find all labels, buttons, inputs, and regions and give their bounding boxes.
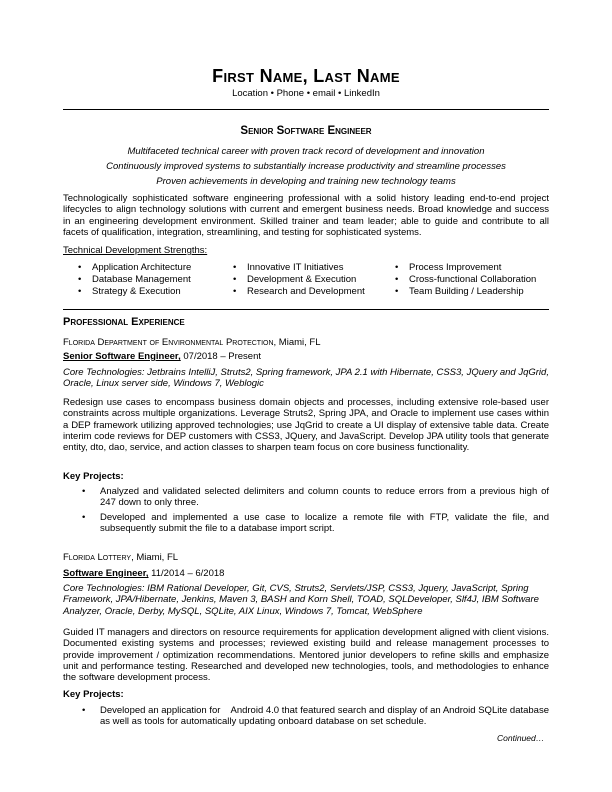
job-2-role: Software Engineer,: [63, 568, 149, 579]
strengths-heading: Technical Development Strengths:: [63, 245, 208, 256]
bullet-icon: •: [82, 486, 86, 497]
summary-title: Senior Software Engineer: [240, 125, 372, 137]
strength-item: • Team Building / Leadership: [395, 286, 536, 298]
job-1-key-projects-label: Key Projects:: [63, 471, 124, 482]
job-1-project-2: Developed and implemented a use case to localize a remote file with FTP, validate the file, and subsequently submit the file to a database import script.: [100, 512, 549, 535]
strength-item: • Application Architecture: [78, 262, 191, 274]
job-2-technologies: Core Technologies: IBM Rational Developer, Git, CVS, Struts2, Servlets/JSP, CSS3, Jquery, JavaScript, Spring Framework, JPA/Hibernate, Jenkins, Maven 3, BASH and Korn Shell, TOAD, SQLDeveloper, Slf4J, IBM Software Analyzer, Oracle, Derby, MySQL, SQLite, AIX Linux, Windows 7, Tomcat, WebSphere: [63, 583, 539, 617]
job-1-role-line: [63, 351, 261, 362]
tagline-3: Proven achievements in developing and training new technology teams: [156, 176, 456, 187]
bullet-icon: •: [82, 512, 86, 523]
job-2-role-line: [63, 568, 224, 579]
experience-heading: Professional Experience: [63, 316, 185, 328]
contact-line: Location • Phone • email • LinkedIn: [232, 88, 380, 99]
strength-item: • Database Management: [78, 274, 191, 286]
strength-item: • Innovative IT Initiatives: [233, 262, 365, 274]
strengths-column-1: [78, 262, 191, 297]
header-divider: [63, 109, 549, 110]
job-1-project-1: Analyzed and validated selected delimiters and column counts to reduce errors from a previous high of 247 down to only three.: [100, 486, 549, 509]
job-1-technologies: Core Technologies: Jetbrains IntelliJ, Struts2, Spring framework, JPA 2.1 with Hibernate, CSS3, JQuery and JqGrid, Oracle, Linux server side, Windows 7, Weblogic: [63, 367, 549, 390]
tagline-1: Multifaceted technical career with proven track record of development and innovation: [127, 146, 485, 157]
job-1-role: Senior Software Engineer,: [63, 351, 181, 362]
job-1-location: , Miami, FL: [273, 337, 321, 348]
strengths-column-2: [233, 262, 365, 297]
job-2-org-name: Florida Lottery: [63, 552, 132, 563]
job-2-project-1: Developed an application for Android 4.0 that featured search and display of an Android SQLite database as well as tools for automatically updating onboard database on set schedule.: [100, 705, 552, 728]
continued-note: Continued…: [497, 733, 545, 743]
job-1-dates: 07/2018 – Present: [180, 351, 262, 362]
strengths-column-3: [395, 262, 536, 297]
tagline-2: Continuously improved systems to substantially increase productivity and streamline processes: [106, 161, 506, 172]
summary-paragraph: Technologically sophisticated software engineering professional with a solid history leading end-to-end project lifecycles to align technology solutions with current and emergent business needs. Broad knowledge and success in an engineering development environment. Skilled trainer and team leader; able to guide and contribute to all facets of qualification, integration, streamlining, and testing for sophisticated systems.: [63, 193, 549, 238]
job-1-description: Redesign use cases to encompass business domain objects and processes, including extensive role-based user constraints across multiple organizations. Leverage Struts2, Spring JPA, and Oracle to implement use cases within a DEP framework utilizing approved technologies; use JqGrid to create a UI display of extensive table data. Create interim code reviews for DEP customers with CSS3, JQuery, and JavaScript. Develop JPA utility tools that generate entity, dto, dao, service, and action classes to sharpen team focus on core business functionality.: [63, 397, 549, 454]
job-2-key-projects-label: Key Projects:: [63, 689, 124, 700]
job-1-org-name: Florida Department of Environmental Protection: [63, 337, 274, 348]
strength-item: • Research and Development: [233, 286, 365, 298]
job-2-location: , Miami, FL: [131, 552, 179, 563]
job-2-organization: [63, 552, 178, 563]
strength-item: • Cross-functional Collaboration: [395, 274, 536, 286]
job-2-description: Guided IT managers and directors on resource requirements for application development aligned with client visions. Documented existing systems and processes; reviewed existing build and release management processes to provide improvement / optimization recommendations. Mentored junior developers to refine skills and emphasize unit and performance testing. Researched and developed new technologies, tools, and methodologies to enhance the software development process.: [63, 627, 549, 684]
strength-item: • Strategy & Execution: [78, 286, 191, 298]
job-1-organization: [63, 337, 321, 348]
job-2-dates: 11/2014 – 6/2018: [148, 568, 225, 579]
candidate-name: First Name, Last Name: [212, 66, 400, 86]
bullet-icon: •: [82, 705, 86, 716]
strength-item: • Process Improvement: [395, 262, 536, 274]
section-divider: [63, 309, 549, 310]
strength-item: • Development & Execution: [233, 274, 365, 286]
